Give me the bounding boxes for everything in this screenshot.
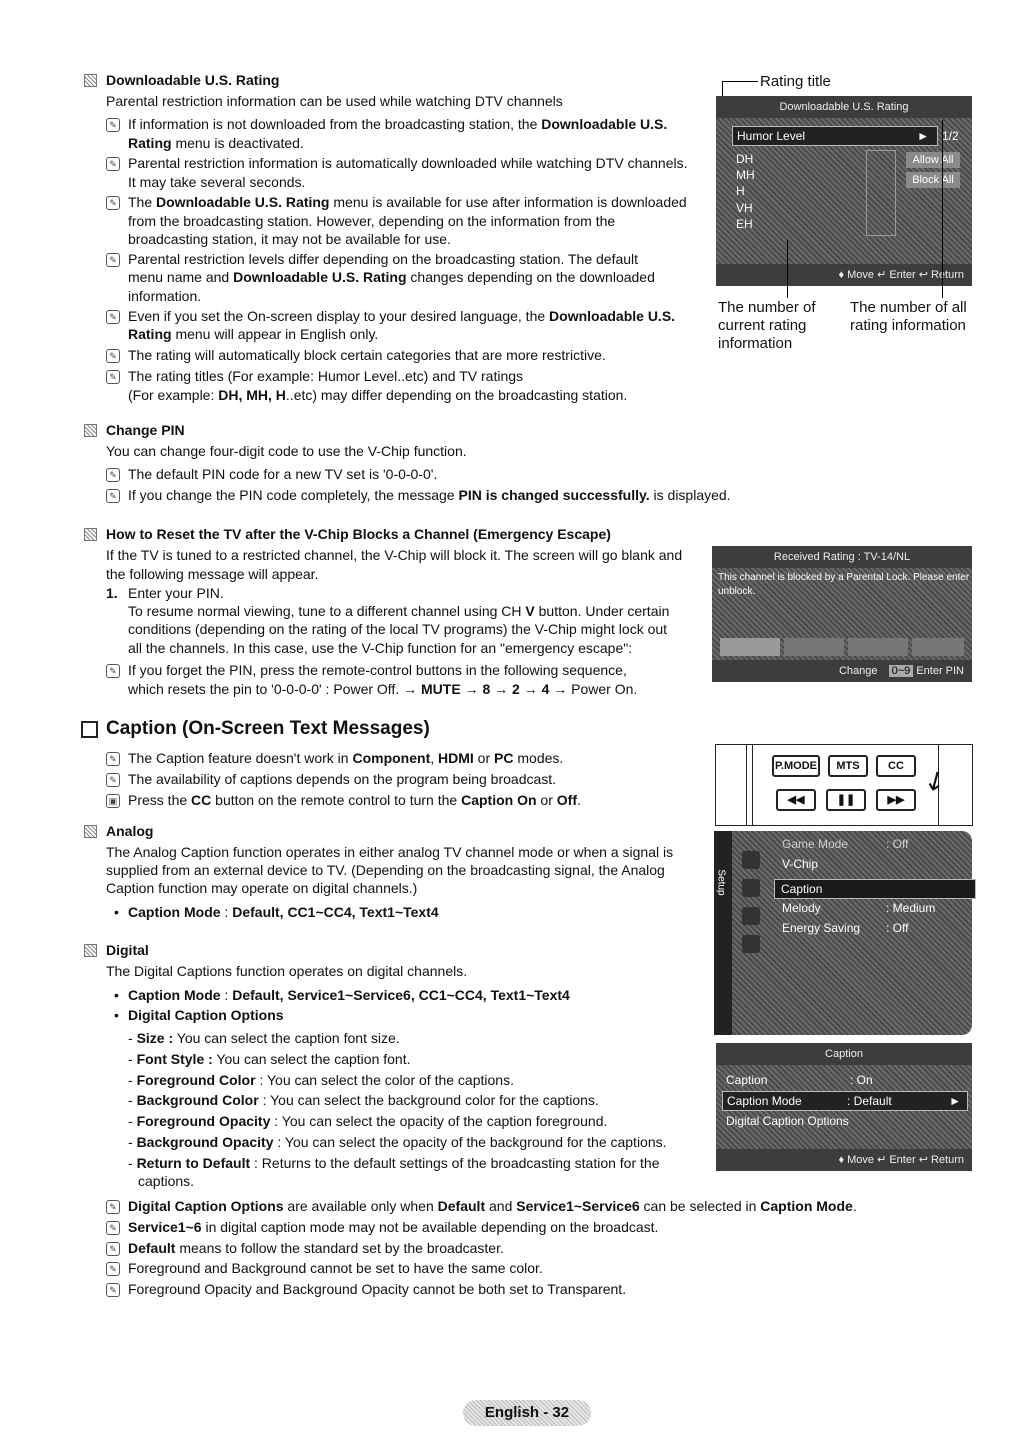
section-text: The Analog Caption function operates in either analog TV channel mode or when a signal is: [106, 844, 674, 860]
setup-side-label: Setup: [715, 869, 727, 896]
pin-box[interactable]: [720, 638, 780, 656]
analog-caption-mode: Caption Mode : Default, CC1~CC4, Text1~Text4: [128, 904, 439, 920]
section-bullet-icon: [84, 424, 97, 437]
note-icon: ✎: [106, 752, 120, 766]
setup-menu-screen: [714, 831, 972, 1035]
note-text: menu name and Downloadable U.S. Rating changes depending on the downloaded: [128, 269, 655, 285]
option-font-style: - Font Style : You can select the caption font.: [128, 1051, 411, 1067]
digital-caption-options: Digital Caption Options: [128, 1007, 284, 1023]
section-intro: Parental restriction information can be used while watching DTV channels: [106, 93, 563, 109]
note-text: Default means to follow the standard set by the broadcaster.: [128, 1240, 504, 1256]
key-badge: 0~9: [889, 665, 914, 677]
blocked-message: unblock.: [718, 586, 756, 597]
pause-button[interactable]: ❚❚: [826, 789, 866, 811]
note-icon: ✎: [106, 1200, 120, 1214]
section-text: Caption function may operate on digital channels.): [106, 880, 418, 896]
note-text: The rating will automatically block certain categories that are more restrictive.: [128, 347, 606, 363]
note-icon: ✎: [106, 157, 120, 171]
change-label: Change: [838, 665, 878, 677]
step-detail: all the channels. In this case, use the V-Chip function for an "emergency escape":: [128, 640, 633, 656]
note-text: The Downloadable U.S. Rating menu is available for use after information is downloaded: [128, 194, 687, 210]
note-icon: ✎: [106, 1242, 120, 1256]
callout-current-count: The number of current rating information: [718, 299, 816, 352]
option-return-default-cont: captions.: [138, 1173, 195, 1189]
caption-checkbox-icon: [81, 721, 98, 738]
setup-menu-icon: [742, 851, 760, 869]
option-return-default: - Return to Default : Returns to the default settings of the broadcasting station for the: [128, 1155, 660, 1171]
received-rating: Received Rating : TV-14/NL: [712, 546, 972, 568]
rating-row-mh: MH: [736, 168, 755, 182]
note-text: Foreground and Background cannot be set to have the same color.: [128, 1260, 543, 1276]
step-detail: To resume normal viewing, tune to a different channel using CH V button. Under certain: [128, 603, 670, 619]
forward-button[interactable]: ▶▶: [876, 789, 916, 811]
rating-screen-title: Downloadable U.S. Rating: [716, 96, 972, 118]
rating-screen: [716, 96, 972, 286]
note-icon: ✎: [106, 118, 120, 132]
pin-box[interactable]: [848, 638, 908, 656]
section-text: The Digital Captions function operates on digital channels.: [106, 963, 468, 979]
caption-title: Caption (On-Screen Text Messages): [106, 718, 430, 739]
section-title-analog: Analog: [106, 823, 154, 839]
rating-column: [866, 150, 896, 236]
section-title-emergency: How to Reset the TV after the V-Chip Blocks a Channel (Emergency Escape): [106, 526, 611, 542]
note-text: Service1~6 in digital caption mode may not be available depending on the broadcast.: [128, 1219, 659, 1235]
callout-line: [942, 120, 943, 298]
note-text: Even if you set the On-screen display to your desired language, the Downloadable U.S.: [128, 308, 676, 324]
note-icon: ✎: [106, 773, 120, 787]
section-text: the following message will appear.: [106, 566, 319, 582]
cc-button[interactable]: CC: [876, 755, 916, 777]
note-text: which resets the pin to '0-0-0-0' : Power Off. → MUTE → 8 → 2 → 4 → Power On.: [128, 681, 638, 697]
caption-menu-screen: [716, 1043, 972, 1171]
bullet: •: [114, 1007, 119, 1023]
rating-row-dh: DH: [736, 152, 754, 166]
pmode-button[interactable]: P.MODE: [772, 755, 820, 777]
note-icon: ✎: [106, 370, 120, 384]
remote-icon: ▣: [106, 794, 120, 808]
note-icon: ✎: [106, 468, 120, 482]
menu-item-caption[interactable]: Caption: [774, 879, 976, 899]
note-icon: ✎: [106, 1221, 120, 1235]
option-background-opacity: - Background Opacity : You can select the opacity of the background for the captions.: [128, 1134, 667, 1150]
step-text: Enter your PIN.: [128, 585, 224, 601]
option-foreground-opacity: - Foreground Opacity : You can select the opacity of the caption foreground.: [128, 1113, 608, 1129]
caption-row[interactable]: Caption : On: [726, 1073, 873, 1087]
setup-menu-icon: [742, 935, 760, 953]
rating-page-indicator: 1/2: [942, 129, 959, 143]
setup-menu-icon: [742, 879, 760, 897]
option-size: - Size : You can select the caption font size.: [128, 1030, 400, 1046]
note-text: broadcasting station, it may not be available for use.: [128, 231, 451, 247]
caption-mode-row[interactable]: Caption Mode : Default ►: [722, 1091, 968, 1111]
caption-menu-bar: ♦ Move ↵ Enter ↩ Return: [716, 1149, 972, 1171]
step-number: 1.: [106, 585, 118, 601]
section-bullet-icon: [84, 528, 97, 541]
menu-item-vchip[interactable]: V-Chip: [782, 857, 819, 871]
menu-item-melody[interactable]: Melody : Medium: [782, 901, 936, 915]
bullet: •: [114, 904, 119, 920]
rewind-button[interactable]: ◀◀: [776, 789, 816, 811]
note-text: Digital Caption Options are available only when Default and Service1~Service6 can be selected in Caption Mode.: [128, 1198, 857, 1214]
digital-caption-options-row[interactable]: Digital Caption Options: [726, 1114, 849, 1128]
blocked-message: This channel is blocked by a Parental Lock. Please enter the PIN to: [718, 572, 1017, 583]
callout-line: [722, 81, 758, 82]
pointer-arrow-icon: ↙: [917, 761, 952, 799]
note-text: The Caption feature doesn't work in Component, HDMI or PC modes.: [128, 750, 564, 766]
note-icon: ✎: [106, 1283, 120, 1297]
note-text: Parental restriction levels differ depending on the broadcasting station. The default: [128, 251, 639, 267]
option-foreground-color: - Foreground Color : You can select the color of the captions.: [128, 1072, 514, 1088]
section-title-digital: Digital: [106, 942, 149, 958]
pin-box[interactable]: [784, 638, 844, 656]
caption-menu-title: Caption: [716, 1043, 972, 1065]
rating-row-vh: VH: [736, 201, 753, 215]
block-all-button[interactable]: Block All: [906, 172, 960, 188]
note-text: The default PIN code for a new TV set is '0-0-0-0'.: [128, 466, 438, 482]
note-text: information.: [128, 288, 202, 304]
remote-edge: [752, 745, 753, 825]
remote-edge: [746, 745, 747, 825]
note-text: If you change the PIN code completely, the message PIN is changed successfully. is displayed.: [128, 487, 731, 503]
note-text: Press the CC button on the remote control to turn the Caption On or Off.: [128, 792, 581, 808]
rating-screen-bar: ♦ Move ↵ Enter ↩ Return: [716, 264, 972, 286]
menu-item-game-mode[interactable]: Game Mode : Off: [782, 837, 909, 851]
page-number: English - 32: [463, 1400, 591, 1426]
section-text: If the TV is tuned to a restricted channel, the V-Chip will block it. The screen will go blank and: [106, 547, 683, 563]
digital-caption-mode: Caption Mode : Default, Service1~Service6, CC1~CC4, Text1~Text4: [128, 987, 570, 1003]
blocked-channel-screen: [712, 546, 1017, 682]
step-detail: conditions (depending on the rating of the local TV programs) the V-Chip might lock out: [128, 621, 668, 637]
note-text: Rating menu is deactivated.: [128, 135, 304, 151]
pin-box[interactable]: [912, 638, 964, 656]
section-intro: You can change four-digit code to use the V-Chip function.: [106, 443, 467, 459]
note-text: If you forget the PIN, press the remote-control buttons in the following sequence,: [128, 662, 627, 678]
setup-sidebar: [714, 831, 732, 1035]
callout-rating-title: Rating title: [760, 73, 831, 90]
mute-sequence: MUTE → 8 → 2 → 4: [421, 681, 550, 697]
note-icon: ✎: [106, 196, 120, 210]
note-text: If information is not downloaded from the broadcasting station, the Downloadable U.S.: [128, 116, 668, 132]
note-text: Foreground Opacity and Background Opacity cannot be both set to Transparent.: [128, 1281, 627, 1297]
section-text: supplied from an external device to TV. (Depending on the broadcasting signal, the Analog: [106, 862, 665, 878]
rating-row-eh: EH: [736, 217, 753, 231]
rating-row-h: H: [736, 184, 745, 198]
callout-total-count: The number of all rating information: [850, 299, 967, 334]
remote-illustration: [715, 744, 973, 826]
note-icon: ✎: [106, 349, 120, 363]
setup-menu-icon: [742, 907, 760, 925]
note-text: Rating menu will appear in English only.: [128, 326, 379, 342]
option-background-color: - Background Color : You can select the background color for the captions.: [128, 1092, 599, 1108]
mts-button[interactable]: MTS: [828, 755, 868, 777]
callout-line: [722, 81, 723, 97]
note-icon: ✎: [106, 1262, 120, 1276]
section-title-change-pin: Change PIN: [106, 422, 185, 438]
menu-item-energy-saving[interactable]: Energy Saving : Off: [782, 921, 909, 935]
section-bullet-icon: [84, 74, 97, 87]
note-text: The availability of captions depends on the program being broadcast.: [128, 771, 557, 787]
section-bullet-icon: [84, 825, 97, 838]
allow-all-button[interactable]: Allow All: [906, 152, 960, 168]
note-icon: ✎: [106, 489, 120, 503]
callout-line: [787, 240, 788, 298]
rating-selected-row: Humor Level ►: [732, 126, 938, 146]
section-title-downloadable: Downloadable U.S. Rating: [106, 72, 280, 88]
note-text: Parental restriction information is automatically downloaded while watching DTV channels.: [128, 155, 688, 171]
note-text: from the broadcasting station. However, depending on the information from the: [128, 213, 616, 229]
note-icon: ✎: [106, 310, 120, 324]
note-icon: ✎: [106, 253, 120, 267]
section-bullet-icon: [84, 944, 97, 957]
enter-pin-label: Enter PIN: [916, 665, 964, 677]
note-text: The rating titles (For example: Humor Level..etc) and TV ratings: [128, 368, 524, 384]
block-screen-bar: [712, 660, 972, 682]
note-text: (For example: DH, MH, H..etc) may differ depending on the broadcasting station.: [128, 387, 628, 403]
note-text: It may take several seconds.: [128, 174, 306, 190]
note-icon: ✎: [106, 664, 120, 678]
bullet: •: [114, 987, 119, 1003]
